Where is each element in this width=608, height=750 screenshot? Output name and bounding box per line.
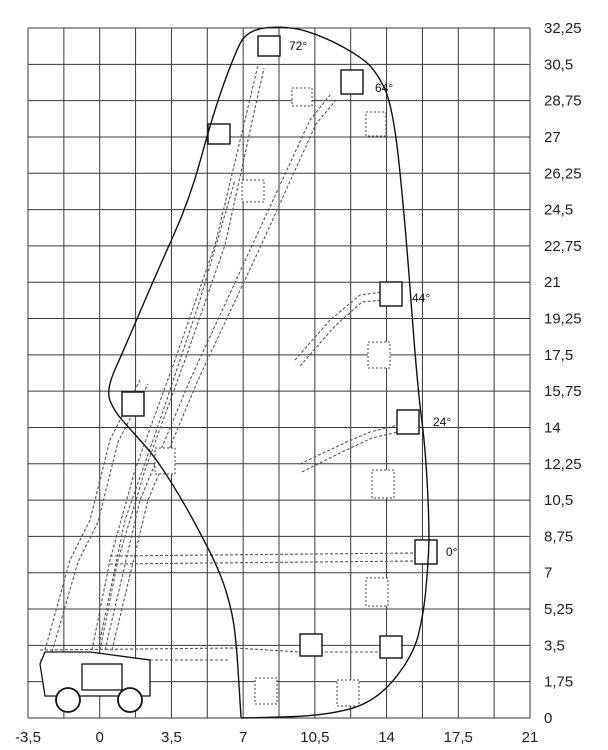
x-tick-label: 17,5 bbox=[443, 729, 473, 746]
boom-64-b bbox=[112, 100, 336, 650]
y-tick-label: 32,25 bbox=[544, 20, 582, 37]
boom-72 bbox=[90, 65, 258, 660]
y-tick-label: 30,5 bbox=[544, 56, 574, 74]
y-tick-label: 12,25 bbox=[544, 455, 582, 473]
angle-label: 24° bbox=[433, 415, 452, 429]
cage-dash-7 bbox=[366, 578, 388, 606]
cage-0 bbox=[415, 540, 437, 564]
boom-0 bbox=[110, 553, 415, 556]
cage-top-left bbox=[208, 124, 230, 144]
wheel-right bbox=[118, 688, 142, 712]
x-tick-label: 21 bbox=[521, 729, 539, 746]
y-tick-label: 19,25 bbox=[544, 310, 582, 328]
boom-positions bbox=[40, 65, 415, 660]
cage-dash-9 bbox=[337, 680, 359, 706]
machine-chassis bbox=[40, 652, 150, 712]
y-tick-label: 14 bbox=[544, 419, 561, 437]
cage-low-1 bbox=[300, 634, 322, 656]
turntable bbox=[82, 664, 122, 690]
angle-label: 0° bbox=[446, 545, 458, 559]
x-axis-ticks bbox=[15, 729, 538, 746]
cage-low-2 bbox=[380, 636, 402, 658]
y-tick-label: 22,75 bbox=[544, 237, 582, 255]
cage-dash-4 bbox=[368, 342, 390, 368]
y-axis-ticks bbox=[544, 20, 582, 727]
cage-mid bbox=[122, 392, 144, 416]
x-tick-label: 3,5 bbox=[160, 729, 182, 746]
angle-label: 72° bbox=[289, 39, 308, 53]
y-tick-label: 17,5 bbox=[544, 346, 574, 364]
y-tick-label: 24,5 bbox=[544, 201, 574, 219]
x-tick-label: 14 bbox=[378, 729, 395, 746]
boom-0-b bbox=[110, 561, 415, 564]
y-tick-label: 15,75 bbox=[544, 383, 582, 401]
y-tick-label: 1,75 bbox=[544, 673, 574, 691]
boom-24-b bbox=[302, 432, 398, 472]
y-tick-label: 0 bbox=[544, 710, 553, 727]
cage-72 bbox=[258, 36, 280, 56]
y-tick-label: 3,5 bbox=[544, 637, 565, 655]
cage-dash-6 bbox=[155, 448, 175, 474]
y-tick-label: 27 bbox=[544, 128, 561, 146]
cage-dash-1 bbox=[292, 88, 312, 106]
cage-dash-5 bbox=[372, 470, 394, 498]
x-tick-label: -3,5 bbox=[15, 729, 41, 746]
cage-dash-8 bbox=[255, 678, 277, 704]
y-tick-label: 28,75 bbox=[544, 92, 582, 110]
cage-dash-3 bbox=[242, 180, 264, 202]
wheel-left bbox=[56, 688, 80, 712]
y-tick-label: 10,5 bbox=[544, 492, 574, 510]
x-tick-label: 7 bbox=[238, 729, 248, 746]
y-tick-label: 21 bbox=[544, 274, 561, 292]
cage-64 bbox=[341, 70, 363, 94]
angle-label: 44° bbox=[412, 291, 431, 305]
y-tick-label: 7 bbox=[544, 564, 553, 582]
cage-44 bbox=[380, 282, 402, 306]
x-tick-label: 0 bbox=[95, 729, 104, 746]
y-tick-label: 8,75 bbox=[544, 528, 574, 546]
x-tick-label: 10,5 bbox=[300, 729, 330, 746]
grid bbox=[28, 28, 530, 718]
cage-24 bbox=[397, 410, 419, 434]
cage-dash-2 bbox=[366, 112, 386, 136]
y-tick-label: 5,25 bbox=[544, 601, 574, 619]
y-tick-label: 26,25 bbox=[544, 165, 582, 183]
angle-label: 64° bbox=[375, 81, 394, 95]
